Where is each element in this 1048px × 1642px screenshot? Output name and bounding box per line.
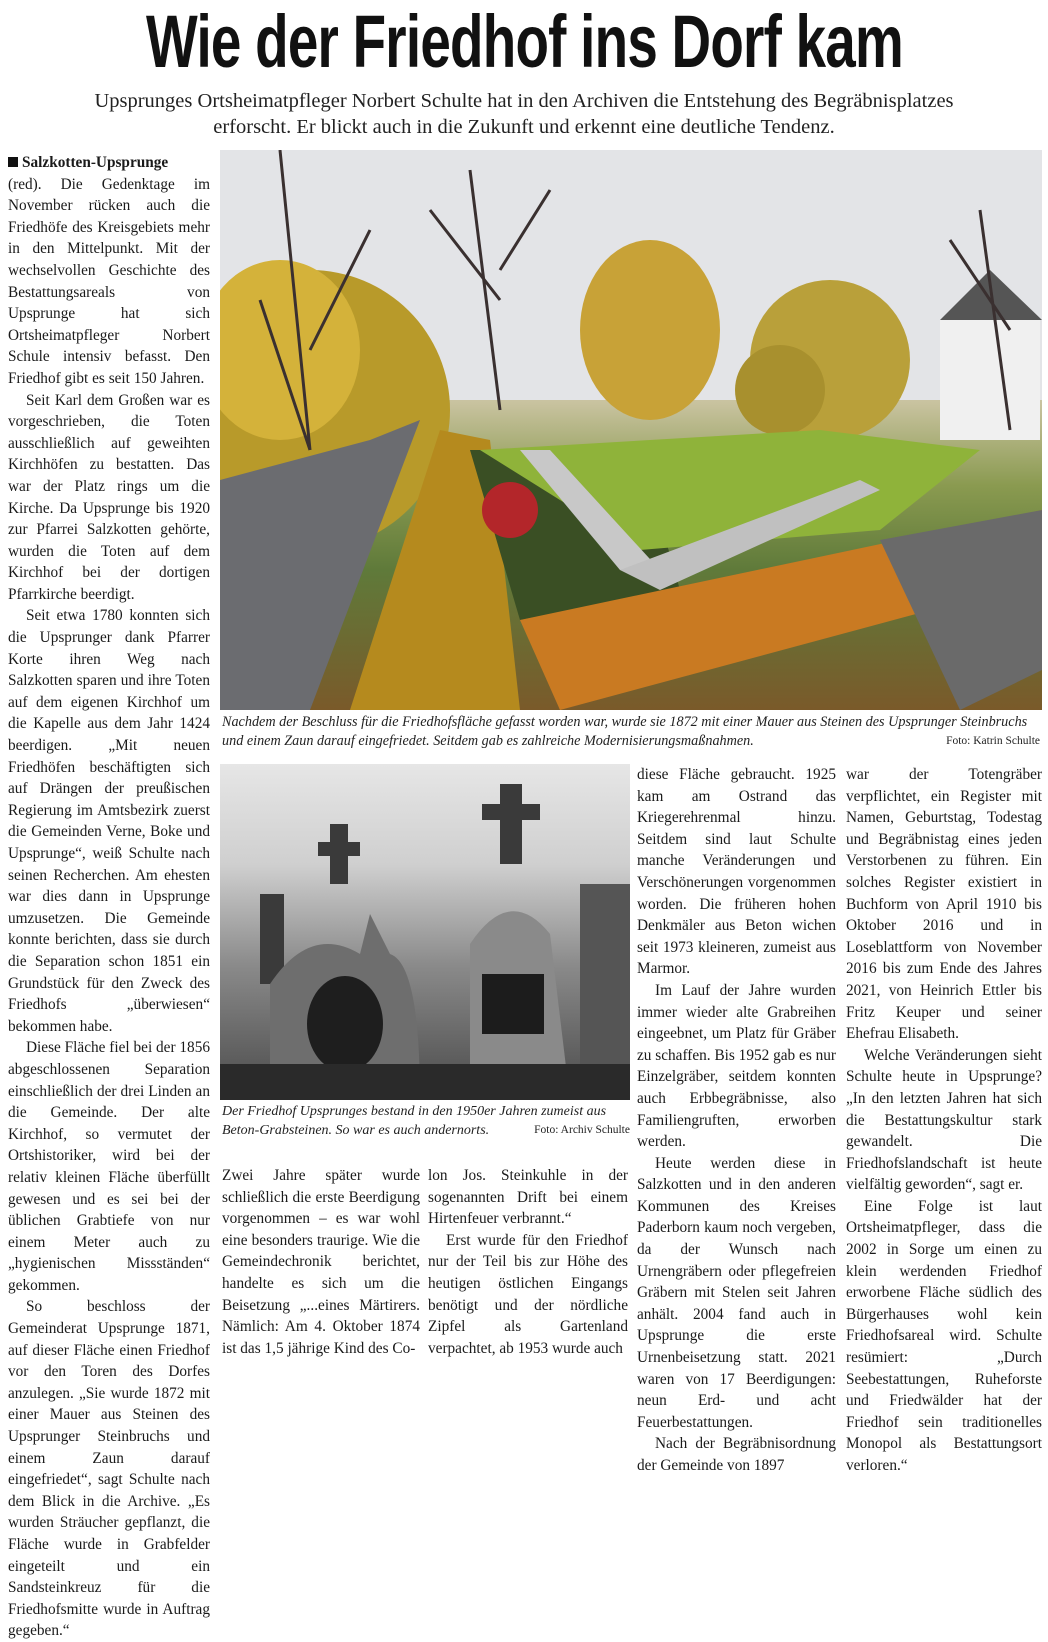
paragraph: Eine Folge ist laut Ortsheimatpfleger, dass die 2002 in Sorge um einen zu klein werdenden Friedhof erworbene Fläche südlich des Bürgerhauses wohl kein Friedhofsareal wird. Schulte resümiert: „Durch Seebestattungen, Ruheforste und Friedwälder hat der Friedhof sein traditionelles Monopol als Bestattungsort verloren.“ xyxy=(846,1197,1042,1474)
photo1-caption: Nachdem der Beschluss für die Friedhofsfläche gefasst worden war, wurde sie 1872 mit einer Mauer aus Steinen des Upsprunger Steinbruchs und einem Zaun darauf eingefriedet. Seitdem gab es zahlreiche Modernisierungsmaßnahmen. Foto: Katrin Schulte xyxy=(222,714,1040,749)
paragraph: lon Jos. Steinkuhle in der sogenannten Drift bei einem Hirtenfeuer verbrannt.“ xyxy=(428,1167,628,1228)
paragraph: Im Lauf der Jahre wurden immer wieder alte Grabreihen eingeebnet, um Platz für Gräber zu schaffen. Bis 1952 gab es nur Einzelgräber, seitdem konnten auch Erbbegräbnisse, also Familiengruften, erworben werden. xyxy=(637,981,836,1151)
photo1-credit: Foto: Katrin Schulte xyxy=(946,735,1040,747)
photo2-credit: Foto: Archiv Schulte xyxy=(534,1124,630,1136)
photo2-caption: Der Friedhof Upsprunges bestand in den 1950er Jahren zumeist aus Beton-Grabsteinen. So war es auch andernorts. Foto: Archiv Schulte xyxy=(222,1104,630,1138)
paragraph: Erst wurde für den Friedhof nur der Teil bis zur Höhe des heutigen östlichen Eingangs benötigt und der nördliche Zipfel als Gartenland verpachtet, ab 1953 wurde auch xyxy=(428,1231,628,1357)
photo-illustration xyxy=(220,150,1042,710)
article-column-1 xyxy=(8,152,210,1642)
paragraph: diese Fläche gebraucht. 1925 kam am Ostrand das Kriegerehrenmal hinzu. Seitdem sind laut Schulte manche Veränderungen und Verschönerungen vorgenommen worden. Die früheren hohen Denkmäler aus Beton wichen seit 1973 kleineren, zumeist aus Marmor. xyxy=(637,766,836,978)
headline: Wie der Friedhof ins Dorf kam xyxy=(145,0,903,83)
subtitle: Upsprunges Ortsheimatpfleger Norbert Schulte hat in den Archiven die Entstehung des Begräbnisplatzes erforscht. Er blickt auch in die Zukunft und erkennt eine deutliche Tendenz. xyxy=(94,90,954,138)
cemetery-autumn-photo xyxy=(220,150,1042,710)
dateline: Salzkotten-Upsprunge xyxy=(8,152,210,174)
paragraph: Zwei Jahre später wurde schließlich die erste Beerdigung vorgenommen – es war wohl eine besonders traurige. Wie die Gemeindechronik berichtet, handelte es sich um die Beisetzung „...eines Märtirers. Nämlich: Am 4. Oktober 1874 ist das 1,5 jährige Kind des Co- xyxy=(222,1167,420,1357)
square-bullet-icon xyxy=(8,157,18,167)
historic-gravestones-photo xyxy=(220,764,630,1100)
paragraph: Welche Veränderungen sieht Schulte heute in Upsprunge? „In den letzten Jahren hat sich die Bestattungskultur stark gewandelt. Die Friedhofslandschaft ist heute vielfältig geworden“, sagt er. xyxy=(846,1046,1042,1194)
paragraph: war der Totengräber verpflichtet, ein Register mit Namen, Geburtstag, Todestag und Begräbnistag eines jeden Verstorbenen zu führen. Ein solches Register existiert in Buchform von April 1910 bis Oktober 2016 und in Loseblattform von November 2016 bis zum Ende des Jahres 2021, von Heinrich Ettler bis Fritz Keuper und seiner Ehefrau Elisabeth. xyxy=(846,766,1042,1043)
article-column-2 xyxy=(222,1165,420,1359)
article-column-4 xyxy=(637,764,836,1477)
photo-illustration xyxy=(220,764,630,1100)
paragraph: (red). Die Gedenktage im November rücken auch die Friedhöfe des Kreisgebiets mehr in den Mittelpunkt. Mit der wechselvollen Geschichte des Bestattungsareals von Upsprunge hat sich Ortsheimatpfleger Norbert Schule intensiv befasst. Den Friedhof gibt es seit 150 Jahren. xyxy=(8,175,210,387)
paragraph: Diese Fläche fiel bei der 1856 abgeschlossenen Separation einschließlich der drei Linden an die Gemeinde. Der alte Kirchhof, so vermutet der Ortshistoriker, wird bei der relativ kleinen Fläche überfüllt gewesen und es sei bei der üblichen Grabtiefe von nur einem Meter auch zu „hygienischen Missständen“ gekommen. xyxy=(8,1039,210,1294)
paragraph: Nach der Begräbnisordnung der Gemeinde von 1897 xyxy=(637,1435,836,1474)
paragraph: Seit Karl dem Großen war es vorgeschrieben, die Toten ausschließlich auf geweihten Kirchhöfen zu bestatten. Das war der Platz rings um die Kirche. Da Upsprunge bis 1920 zur Pfarrei Salzkotten gehörte, wurden die Toten auf dem Kirchhof bei der dortigen Pfarrkirche beerdigt. xyxy=(8,391,210,603)
paragraph: Heute werden diese in Salzkotten und in den anderen Kommunen des Kreises Paderborn kaum noch vergeben, da der Wunsch nach Urnengräbern oder pflegefreien Gräbern mit Stelen seit Jahren anhält. 2004 fand auch in Upsprunge die erste Urnenbeisetzung statt. 2021 waren von 17 Beerdigungen: neun Erd- und acht Feuerbestattungen. xyxy=(637,1154,836,1431)
article-column-3 xyxy=(428,1165,628,1359)
paragraph: So beschloss der Gemeinderat Upsprunge 1871, auf dieser Fläche einen Friedhof vor den Toren des Dorfes anzulegen. „Sie wurde 1872 mit einer Mauer aus Steinen des Upsprunger Steinbruchs und einem Zaun darauf eingefriedet“, sagt Schulte nach dem Blick in die Archive. „Es wurden Sträucher gepflanzt, die Fläche wurde in Grabfelder eingeteilt und ein Sandsteinkreuz für die Friedhofsmitte wurde in Auftrag gegeben.“ xyxy=(8,1298,210,1640)
paragraph: Seit etwa 1780 konnten sich die Upsprunger dank Pfarrer Korte ihren Weg nach Salzkotten sparen und ihre Toten auf dem eigenen Kirchhof um die Kapelle aus dem Jahr 1424 beerdigen. „Mit neuen Friedhöfen beschäftigten sich auf Drängen der preußischen Regierung im Amtsbezirk zuerst die Gemeinden Verne, Boke und Upsprunge“, weiß Schulte nach seinen Recherchen. Am ehesten war dies dann in Upsprunge umzusetzen. Die Gemeinde konnte berichten, dass sie durch die Separation schon 1851 ein Grundstück für den Zweck des Friedhofs „überwiesen“ bekommen habe. xyxy=(8,607,210,1035)
article-column-5 xyxy=(846,764,1042,1477)
